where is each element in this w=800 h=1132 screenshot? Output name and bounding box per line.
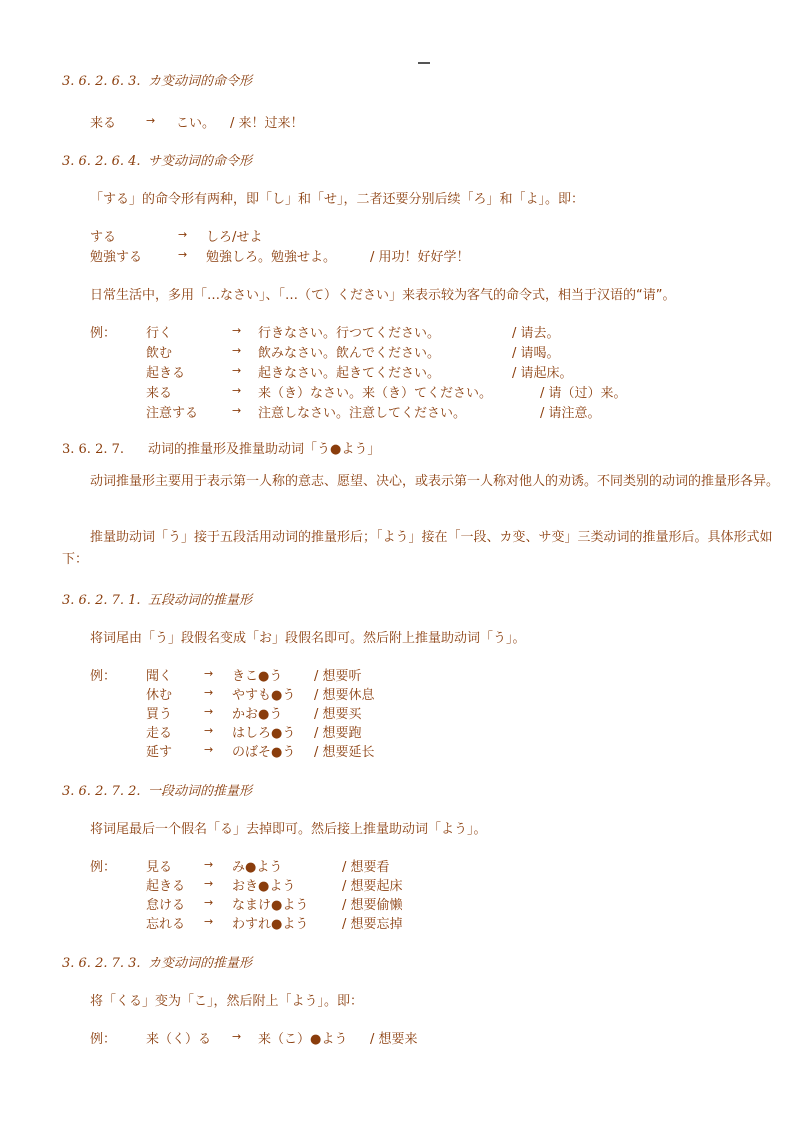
verb-form: 来（こ）●よう <box>258 1032 348 1047</box>
verb-form: こい。 <box>176 116 216 131</box>
arrow-icon: → <box>204 686 214 699</box>
section-title: カ变动词的推量形 <box>148 956 253 971</box>
verb-meaning: / 请去。 <box>512 326 560 341</box>
section-heading <box>62 150 252 169</box>
arrow-icon: → <box>146 114 156 127</box>
verb-meaning: / 想要跑 <box>314 726 362 741</box>
verb-form: 勉強しろ。勉強せよ。 <box>206 250 337 265</box>
verb-base: 行く <box>146 326 173 341</box>
verb-meaning: / 请注意。 <box>540 406 601 421</box>
section-number: 3. 6. 2. 7. 3. <box>62 956 141 971</box>
arrow-icon: → <box>232 344 242 357</box>
verb-meaning: / 想要来 <box>370 1032 418 1047</box>
arrow-icon: → <box>204 896 214 909</box>
verb-meaning: / 想要听 <box>314 669 362 684</box>
arrow-icon: → <box>178 248 188 261</box>
verb-base: する <box>90 230 117 245</box>
paragraph: 将词尾由「う」段假名变成「お」段假名即可。然后附上推量助动词「う」。 <box>90 631 526 646</box>
verb-form: かお●う <box>232 707 283 722</box>
verb-form: やすも●う <box>232 688 296 703</box>
verb-meaning: / 请起床。 <box>512 366 573 381</box>
verb-form: はしろ●う <box>232 726 296 741</box>
paragraph: 将词尾最后一个假名「る」去掉即可。然后接上推量助动词「よう」。 <box>90 822 487 837</box>
arrow-icon: → <box>204 915 214 928</box>
arrow-icon: → <box>204 667 214 680</box>
paragraph: 将「くる」变为「こ」，然后附上「よう」。即： <box>90 994 364 1009</box>
verb-meaning: / 想要偷懒 <box>342 898 403 913</box>
verb-base: 怠ける <box>146 898 186 913</box>
arrow-icon: → <box>232 1030 242 1043</box>
paragraph: 动词推量形主要用于表示第一人称的意志、愿望、决心，或表示第一人称对他人的劝诱。不同类别的动词的推量形各异。 <box>90 474 780 489</box>
example-label: 例： <box>90 326 117 341</box>
section-title: 一段动词的推量形 <box>148 784 253 799</box>
verb-form: 注意しなさい。注意してください。 <box>258 406 467 421</box>
arrow-icon: → <box>204 705 214 718</box>
arrow-icon: → <box>204 877 214 890</box>
example-label: 例： <box>90 669 117 684</box>
verb-meaning: / 请喝。 <box>512 346 560 361</box>
verb-form: きこ●う <box>232 669 283 684</box>
section-title: 五段动词的推量形 <box>148 593 253 608</box>
verb-base: 来る <box>90 116 117 131</box>
verb-meaning: / 想要忘掉 <box>342 917 403 932</box>
paragraph: 「する」的命令形有两种，即「し」和「せ」，二者还要分别后续「ろ」和「よ」。即： <box>90 192 585 207</box>
section-heading <box>62 70 252 89</box>
arrow-icon: → <box>232 364 242 377</box>
verb-base: 買う <box>146 707 173 722</box>
verb-base: 休む <box>146 688 173 703</box>
section-heading <box>62 952 252 971</box>
verb-base: 忘れる <box>146 917 186 932</box>
verb-base: 延す <box>146 745 173 760</box>
verb-meaning: / 想要延长 <box>314 745 375 760</box>
arrow-icon: → <box>204 858 214 871</box>
section-number: 3. 6. 2. 6. 4. <box>62 154 141 169</box>
verb-meaning: / 来！过来！ <box>230 116 304 131</box>
verb-form: 飲みなさい。飲んでください。 <box>258 346 441 361</box>
verb-base: 見る <box>146 860 173 875</box>
arrow-icon: → <box>232 324 242 337</box>
verb-meaning: / 请（过）来。 <box>540 386 627 401</box>
section-heading <box>62 780 252 799</box>
verb-form: のばそ●う <box>232 745 296 760</box>
verb-base: 注意する <box>146 406 199 421</box>
arrow-icon: → <box>204 743 214 756</box>
verb-form: 起きなさい。起きてください。 <box>258 366 441 381</box>
arrow-icon: → <box>178 228 188 241</box>
section-heading <box>62 438 380 457</box>
verb-base: 来る <box>146 386 173 401</box>
verb-base: 走る <box>146 726 173 741</box>
verb-base: 飲む <box>146 346 173 361</box>
verb-meaning: / 用功！好好学！ <box>370 250 470 265</box>
section-number: 3. 6. 2. 7. 1. <box>62 593 141 608</box>
verb-form: 行きなさい。行つてください。 <box>258 326 441 341</box>
verb-meaning: / 想要起床 <box>342 879 403 894</box>
verb-base: 起きる <box>146 366 186 381</box>
section-number: 3. 6. 2. 6. 3. <box>62 74 141 89</box>
section-title: 动词的推量形及推量助动词「う●よう」 <box>148 442 381 457</box>
example-label: 例： <box>90 860 117 875</box>
verb-base: 聞く <box>146 669 173 684</box>
verb-base: 勉強する <box>90 250 143 265</box>
verb-base: 来（く）る <box>146 1032 212 1047</box>
section-number: 3. 6. 2. 7. <box>62 442 125 457</box>
verb-meaning: / 想要看 <box>342 860 390 875</box>
verb-form: 来（き）なさい。来（き）てください。 <box>258 386 493 401</box>
verb-form: しろ/せよ <box>206 230 263 245</box>
arrow-icon: → <box>204 724 214 737</box>
example-label: 例： <box>90 1032 117 1047</box>
verb-base: 起きる <box>146 879 186 894</box>
paragraph: 日常生活中，多用「…なさい」、「…（て）ください」来表示较为客气的命令式，相当于汉语的“请”。 <box>90 288 676 303</box>
section-title: カ变动词的命令形 <box>148 74 253 89</box>
section-heading <box>62 589 252 608</box>
verb-form: わすれ●よう <box>232 917 309 932</box>
section-title: サ变动词的命令形 <box>148 154 253 169</box>
verb-meaning: / 想要买 <box>314 707 362 722</box>
verb-form: おき●よう <box>232 879 296 894</box>
section-number: 3. 6. 2. 7. 2. <box>62 784 141 799</box>
arrow-icon: → <box>232 384 242 397</box>
paragraph: 推量助动词「う」接于五段活用动词的推量形后；「よう」接在「一段、カ变、サ变」三类动词的推量形后。具体形式如下： <box>62 530 773 567</box>
arrow-icon: → <box>232 404 242 417</box>
page-header-mark <box>418 62 430 64</box>
verb-meaning: / 想要休息 <box>314 688 375 703</box>
verb-form: み●よう <box>232 860 283 875</box>
verb-form: なまけ●よう <box>232 898 309 913</box>
